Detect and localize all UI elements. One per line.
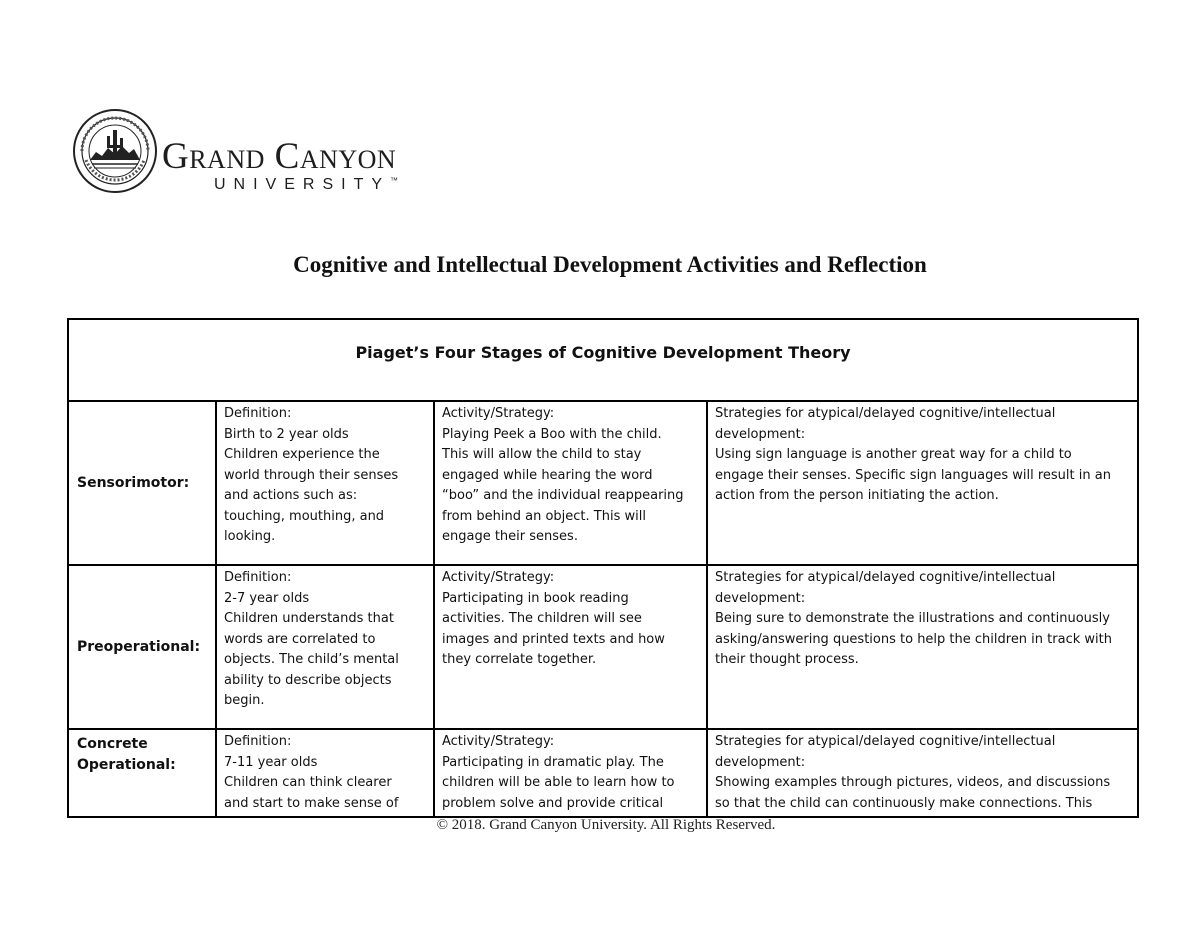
definition-cell: Definition: Birth to 2 year olds Children experience the world through their senses and actions such as: touching, mouthing, and looking. — [216, 401, 434, 565]
university-seal-icon — [72, 108, 158, 194]
definition-cell: Definition: 7-11 year olds Children can think clearer and start to make sense of — [216, 729, 434, 817]
stage-label: Concrete Operational: — [68, 729, 216, 817]
logo-name: Grand Canyon — [162, 136, 397, 177]
table-row — [68, 565, 1138, 729]
stages-table — [67, 318, 1139, 818]
strategies-cell: Strategies for atypical/delayed cognitive/intellectual development: Being sure to demonstrate the illustrations and continuously asking/answering questions to help the children in track with their thought process. — [707, 565, 1138, 729]
trademark-symbol: ™ — [390, 176, 399, 185]
definition-cell: Definition: 2-7 year olds Children understands that words are correlated to objects. The child’s mental ability to describe objects begin. — [216, 565, 434, 729]
activity-cell: Activity/Strategy: Participating in book reading activities. The children will see images and printed texts and how they correlate together. — [434, 565, 707, 729]
table-row — [68, 729, 1138, 817]
stage-label: Sensorimotor: — [68, 401, 216, 565]
table-header: Piaget’s Four Stages of Cognitive Development Theory — [68, 319, 1138, 401]
logo-subtitle: UNIVERSITY™ — [214, 176, 399, 193]
activity-cell: Activity/Strategy: Participating in dramatic play. The children will be able to learn how to problem solve and provide critical — [434, 729, 707, 817]
strategies-cell: Strategies for atypical/delayed cognitive/intellectual development: Using sign language is another great way for a child to engage their senses. Specific sign languages will result in an action from the person initiating the action. — [707, 401, 1138, 565]
university-logo — [72, 108, 452, 196]
document-title: Cognitive and Intellectual Development Activities and Reflection — [293, 252, 927, 277]
table-row — [68, 401, 1138, 565]
activity-cell: Activity/Strategy: Playing Peek a Boo with the child. This will allow the child to stay engaged while hearing the word “boo” and the individual reappearing from behind an object. This will engage their senses. — [434, 401, 707, 565]
stage-label: Preoperational: — [68, 565, 216, 729]
strategies-cell: Strategies for atypical/delayed cognitive/intellectual development: Showing examples through pictures, videos, and discussions so that the child can continuously make connections. This — [707, 729, 1138, 817]
copyright-footer: © 2018. Grand Canyon University. All Rights Reserved. — [436, 817, 776, 833]
